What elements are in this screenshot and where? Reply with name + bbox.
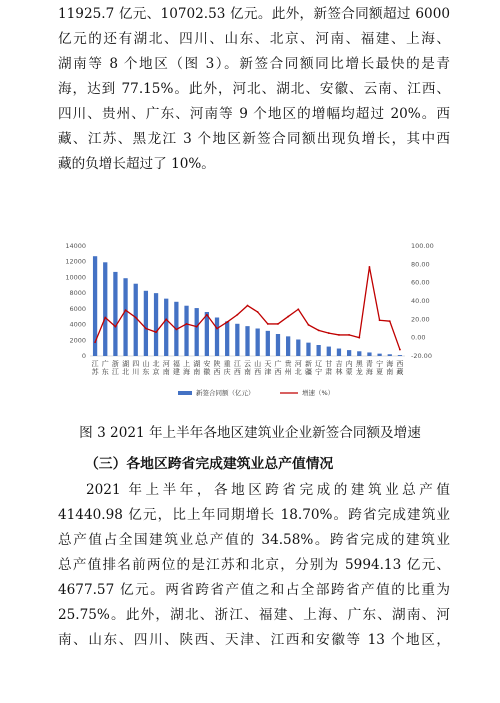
left-axis-tick-label: 12000 [65,257,86,266]
growth-rate-point [358,337,360,339]
growth-rate-point [216,328,218,330]
bar [154,293,158,356]
category-label: 藏 [396,368,404,376]
bar [316,345,320,356]
category-label: 福 [172,360,180,368]
category-label: 湖 [193,360,201,368]
growth-rate-point [175,329,177,331]
category-label: 海 [183,368,191,376]
text-line: 总产值排名前两位的是江苏和北京，分别为 5994.13 亿元、 [58,557,450,573]
legend-line-label: 增速（%） [302,389,335,397]
text-line: 海，达到 77.15%。此外，河北、湖北、安徽、云南、江西、 [58,81,450,97]
section-heading: （三）各地区跨省完成建筑业总产值情况 [85,456,334,472]
category-label: 北 [122,368,130,376]
category-label: 新 [304,360,312,368]
growth-rate-point [206,314,208,316]
category-label: 西 [233,368,241,376]
category-label: 河 [294,360,302,368]
bar [113,272,117,356]
category-label: 青 [365,360,373,368]
right-axis-tick-label: 100.00 [411,242,434,250]
category-label: 北 [294,368,302,376]
category-label: 疆 [304,368,312,376]
bar [215,318,219,357]
growth-rate-point [135,317,137,319]
bar [296,340,300,357]
category-label: 海 [386,360,394,368]
growth-rate-point [328,332,330,334]
category-label: 苏 [91,368,99,376]
legend-bar-swatch [178,391,192,395]
bar [327,347,331,356]
category-label: 黑 [355,360,363,368]
category-label: 江 [91,360,99,368]
category-label: 辽 [315,360,323,368]
category-label: 川 [132,368,140,376]
left-axis-tick-label: 4000 [69,320,86,329]
growth-rate-point [196,326,198,328]
growth-rate-point [226,321,228,323]
growth-rate-point [94,341,96,343]
bar [144,291,148,356]
category-label: 西 [254,368,262,376]
left-axis-tick-label: 2000 [69,336,86,345]
category-label: 西 [274,368,282,376]
growth-rate-point [277,323,279,325]
growth-rate-point [297,308,299,310]
text-line: 四川、贵州、广东、河南等 9 个地区的增幅均超过 20%。西 [58,106,450,122]
category-label: 陕 [213,360,221,368]
category-label: 宁 [376,360,384,368]
bar [306,343,310,356]
category-label: 贵 [284,360,292,368]
category-label: 州 [284,368,292,376]
right-axis-tick-label: 40.00 [411,297,430,305]
growth-rate-point [125,309,127,311]
left-axis-tick-label: 6000 [69,304,86,313]
bar [377,354,381,356]
right-axis-tick-label: 60.00 [411,278,430,287]
category-label: 广 [274,360,282,368]
left-axis-tick-label: 14000 [65,242,86,250]
bar [266,331,270,356]
growth-rate-point [348,334,350,336]
bar [276,334,280,356]
category-label: 云 [244,360,251,368]
category-label: 广 [101,360,109,368]
text-line: 4677.57 亿元。两省跨省产值之和占全部跨省产值的比重为 [58,582,450,598]
paragraph-cross-province-output [58,478,450,653]
category-label: 西 [396,360,404,368]
category-label: 四 [132,360,140,368]
text-line: 湖南等 8 个地区（图 3）。新签合同额同比增长最快的是青 [58,56,450,72]
category-label: 东 [142,368,150,376]
growth-rate-point [308,324,310,326]
bar [123,278,127,356]
bar [367,352,371,356]
category-label: 重 [223,360,231,368]
right-axis-tick-label: 80.00 [411,260,430,269]
paragraph-new-contracts [58,2,450,177]
growth-rate-point [115,326,117,328]
growth-rate-point [236,314,238,316]
growth-rate-point [287,316,289,318]
category-label: 吉 [335,360,343,368]
category-label: 江 [233,360,241,368]
growth-rate-point [104,317,106,319]
right-axis-tick-label: 0.00 [411,333,426,342]
bar [286,336,290,356]
bar [195,308,199,356]
growth-rate-point [369,266,371,268]
bar [347,350,351,356]
category-label: 西 [213,368,221,376]
category-label: 庆 [223,368,231,376]
growth-rate-point [338,334,340,336]
category-label: 河 [162,360,170,368]
growth-rate-point [247,305,249,307]
text-line: 11925.7 亿元、10702.53 亿元。此外，新签合同额超过 6000 [58,6,450,22]
bar [225,321,229,356]
category-label: 山 [142,360,150,368]
category-label: 徽 [203,368,211,376]
growth-rate-point [155,331,157,333]
growth-rate-point [145,328,147,330]
category-label: 浙 [111,360,119,368]
category-label: 宁 [315,368,323,376]
chart-svg [58,238,450,414]
category-label: 南 [193,368,201,376]
category-label: 湖 [122,360,130,368]
growth-rate-point [318,329,320,331]
category-label: 京 [152,368,160,376]
category-label: 北 [152,360,160,368]
text-line: 25.75%。此外，湖北、浙江、福建、上海、广东、湖南、河 [58,607,450,623]
growth-rate-point [399,349,401,351]
category-label: 山 [254,360,262,368]
figure-caption: 图 3 2021 年上半年各地区建筑业企业新签合同额及增速 [79,425,421,441]
category-label: 上 [183,360,191,368]
bar [205,312,209,356]
bar [357,351,361,356]
bar [164,299,168,356]
growth-rate-point [165,318,167,320]
bar [103,262,107,356]
bar [388,354,392,356]
right-axis-tick-label: 20.00 [411,315,430,324]
growth-rate-point [267,323,269,325]
text-line: 南、山东、四川、陕西、天津、江西和安徽等 13 个地区， [58,632,450,648]
text-line: 藏、江苏、黑龙江 3 个地区新签合同额出现负增长，其中西 [58,131,450,147]
bar [235,324,239,356]
growth-rate-point [379,319,381,321]
category-label: 海 [365,368,373,376]
category-label: 南 [244,368,251,376]
category-label: 安 [203,360,211,368]
growth-rate-point [186,323,188,325]
legend-bar-label: 新签合同额（亿元） [196,389,255,397]
bar [184,306,188,356]
left-axis-tick-label: 0 [81,352,86,360]
left-axis-tick-label: 8000 [69,289,86,298]
category-label: 林 [335,368,343,376]
figure-3-chart [58,238,450,414]
category-label: 甘 [325,360,333,368]
growth-rate-point [257,311,259,313]
category-label: 龙 [355,368,363,376]
category-label: 夏 [376,368,384,376]
category-label: 肃 [325,368,333,376]
category-label: 津 [264,368,272,376]
category-label: 东 [101,368,109,376]
text-line: 2021 年上半年，各地区跨省完成的建筑业总产值 [86,482,450,498]
bar [337,349,341,356]
text-line: 藏的负增长超过了 10%。 [58,156,215,172]
text-line: 总产值占全国建筑业总产值的 34.58%。跨省完成的建筑业 [58,532,450,548]
category-label: 天 [264,360,272,368]
right-axis-tick-label: -20.00 [411,352,432,360]
left-axis-tick-label: 10000 [65,273,86,282]
bar [245,326,249,356]
category-label: 南 [386,368,394,376]
bar [256,329,260,357]
growth-rate-point [389,320,391,322]
category-label: 蒙 [345,368,353,376]
category-label: 内 [345,360,353,368]
category-label: 江 [111,368,119,376]
text-line: 亿元的还有湖北、四川、山东、北京、河南、福建、上海、 [58,31,450,47]
category-label: 南 [162,368,170,376]
category-label: 建 [172,368,180,376]
text-line: 41440.98 亿元，比上年同期增长 18.70%。跨省完成建筑业 [58,507,450,523]
bar [398,355,402,356]
